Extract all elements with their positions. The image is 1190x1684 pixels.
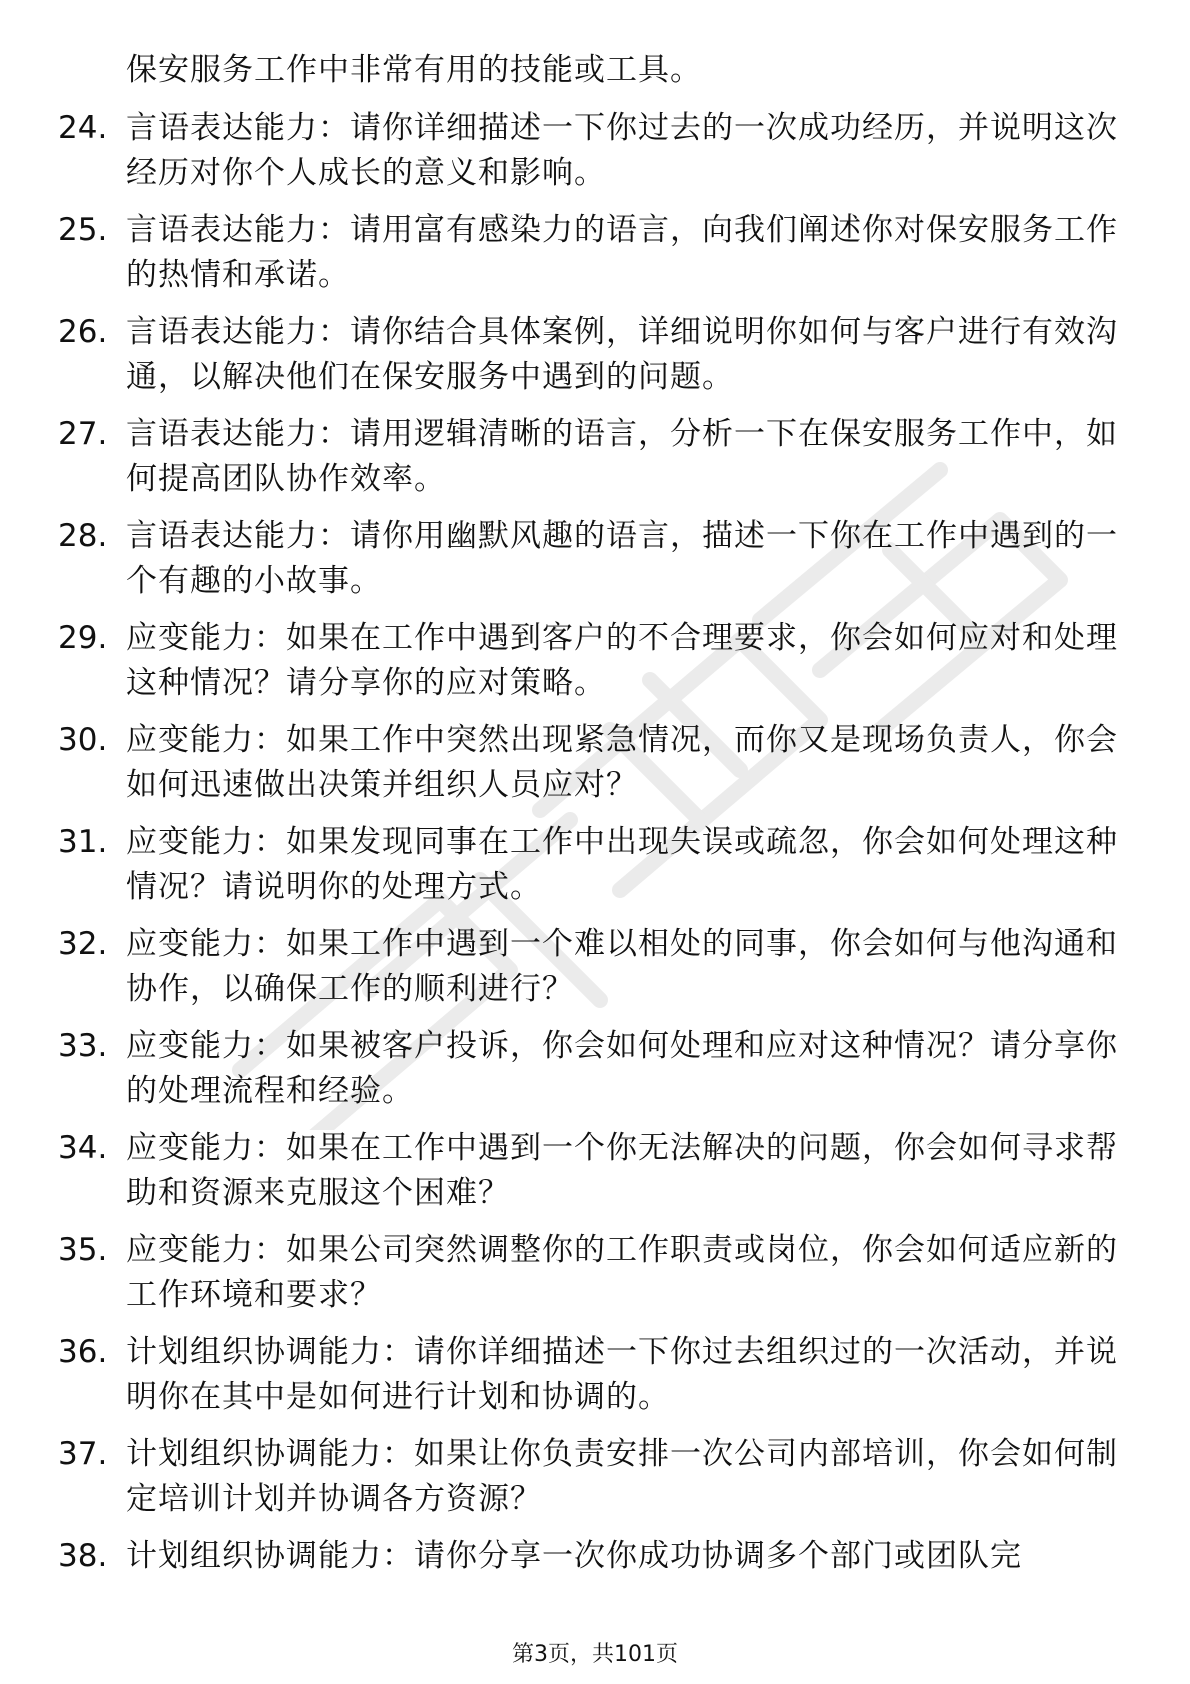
question-item-33 [58,1024,1118,1114]
question-text: 应变能力：如果被客户投诉，你会如何处理和应对这种情况？请分享你的处理流程和经验。 [126,1028,1118,1109]
question-number: 27. [58,416,108,452]
question-text: 言语表达能力：请用逻辑清晰的语言，分析一下在保安服务工作中，如何提高团队协作效率。 [126,416,1118,497]
question-item-32 [58,922,1118,1012]
question-text: 应变能力：如果发现同事在工作中出现失误或疏忽，你会如何处理这种情况？请说明你的处理方式。 [126,824,1118,905]
question-item-37 [58,1432,1118,1522]
question-item-25 [58,208,1118,298]
question-item-36 [58,1330,1118,1420]
page-number-footer: 第3页，共101页 [512,1642,678,1667]
question-number: 34. [58,1130,108,1166]
question-item-30 [58,718,1118,808]
question-item-26 [58,310,1118,400]
question-number: 26. [58,314,108,350]
question-text: 应变能力：如果在工作中遇到一个你无法解决的问题，你会如何寻求帮助和资源来克服这个困难？ [126,1130,1118,1211]
question-number: 25. [58,212,108,248]
question-number: 31. [58,824,108,860]
question-text: 言语表达能力：请你详细描述一下你过去的一次成功经历，并说明这次经历对你个人成长的意义和影响。 [126,110,1118,191]
question-number: 24. [58,110,108,146]
question-text: 言语表达能力：请你用幽默风趣的语言，描述一下你在工作中遇到的一个有趣的小故事。 [126,518,1118,599]
question-number: 36. [58,1334,108,1370]
question-text: 计划组织协调能力：如果让你负责安排一次公司内部培训，你会如何制定培训计划并协调各方资源？ [126,1436,1118,1517]
question-item-38 [58,1534,1118,1579]
question-number: 29. [58,620,108,656]
question-item-29 [58,616,1118,706]
question-item-24 [58,106,1118,196]
question-text: 计划组织协调能力：请你分享一次你成功协调多个部门或团队完 [126,1538,1022,1574]
question-text: 计划组织协调能力：请你详细描述一下你过去组织过的一次活动，并说明你在其中是如何进行计划和协调的。 [126,1334,1118,1415]
question-text: 应变能力：如果工作中遇到一个难以相处的同事，你会如何与他沟通和协作，以确保工作的顺利进行？ [126,926,1118,1007]
question-text: 言语表达能力：请你结合具体案例，详细说明你如何与客户进行有效沟通，以解决他们在保安服务中遇到的问题。 [126,314,1118,395]
continuation-text: 保安服务工作中非常有用的技能或工具。 [126,52,702,88]
question-list [58,48,1118,1591]
question-text: 应变能力：如果工作中突然出现紧急情况，而你又是现场负责人，你会如何迅速做出决策并组织人员应对？ [126,722,1118,803]
question-item-28 [58,514,1118,604]
question-item-34 [58,1126,1118,1216]
question-number: 28. [58,518,108,554]
question-number: 37. [58,1436,108,1472]
question-item-35 [58,1228,1118,1318]
question-number: 30. [58,722,108,758]
question-text: 应变能力：如果公司突然调整你的工作职责或岗位，你会如何适应新的工作环境和要求？ [126,1232,1118,1313]
question-item-31 [58,820,1118,910]
question-text: 言语表达能力：请用富有感染力的语言，向我们阐述你对保安服务工作的热情和承诺。 [126,212,1118,293]
question-number: 38. [58,1538,108,1574]
question-number: 33. [58,1028,108,1064]
question-text: 应变能力：如果在工作中遇到客户的不合理要求，你会如何应对和处理这种情况？请分享你的应对策略。 [126,620,1118,701]
question-number: 32. [58,926,108,962]
question-number: 35. [58,1232,108,1268]
question-item-27 [58,412,1118,502]
